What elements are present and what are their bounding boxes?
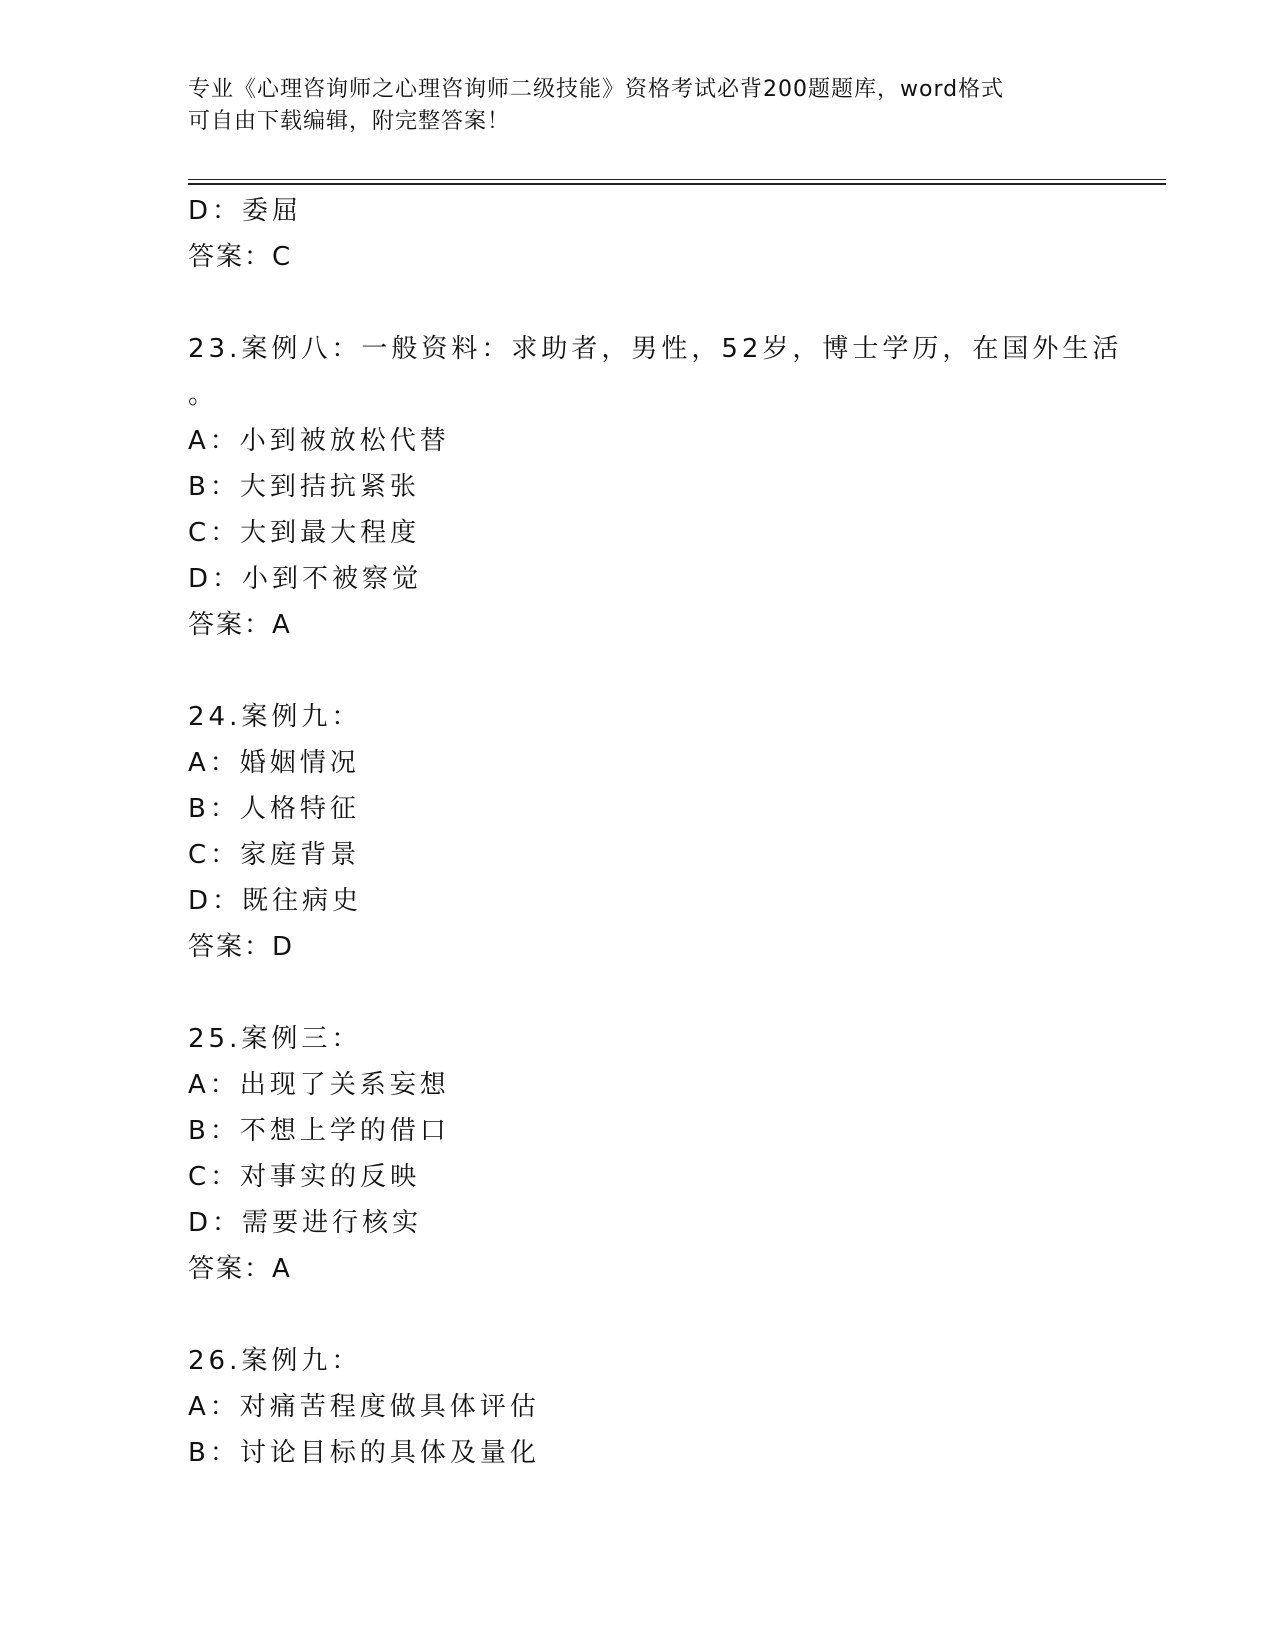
- option-a: A：对痛苦程度做具体评估: [188, 1392, 540, 1422]
- question-stem: 25.案例三：: [188, 1024, 362, 1054]
- option-a: A：婚姻情况: [188, 748, 360, 778]
- option-b: B：讨论目标的具体及量化: [188, 1438, 540, 1468]
- answer-line: 答案：A: [188, 610, 292, 640]
- header-line-1: 专业《心理咨询师之心理咨询师二级技能》资格考试必背200题题库，word格式: [188, 77, 1005, 102]
- question-list: [188, 188, 1168, 1476]
- option-c: C：大到最大程度: [188, 518, 421, 548]
- answer-line: 答案：A: [188, 1254, 292, 1284]
- option-b: B：不想上学的借口: [188, 1116, 450, 1146]
- answer-line: 答案：D: [188, 932, 295, 962]
- option-a: A：出现了关系妄想: [188, 1070, 450, 1100]
- question-stem: 24.案例九：: [188, 702, 362, 732]
- option-d: D：小到不被察觉: [188, 564, 423, 594]
- question-stem-continuation: 。: [188, 380, 219, 410]
- option-c: C：对事实的反映: [188, 1162, 421, 1192]
- option-d: D：委屈: [188, 196, 303, 226]
- question-stem: 26.案例九：: [188, 1346, 362, 1376]
- option-d: D：既往病史: [188, 886, 363, 916]
- option-d: D：需要进行核实: [188, 1208, 423, 1238]
- option-a: A：小到被放松代替: [188, 426, 450, 456]
- document-header: [188, 74, 1088, 138]
- answer-line: 答案：C: [188, 242, 293, 272]
- option-b: B：大到拮抗紧张: [188, 472, 420, 502]
- option-c: C：家庭背景: [188, 840, 361, 870]
- option-b: B：人格特征: [188, 794, 360, 824]
- question-stem: 23.案例八：一般资料：求助者，男性，52岁，博士学历，在国外生活: [188, 334, 1123, 364]
- header-divider-thin: [188, 179, 1166, 180]
- header-line-2: 可自由下载编辑，附完整答案！: [188, 109, 511, 134]
- header-divider-thick: [188, 183, 1166, 185]
